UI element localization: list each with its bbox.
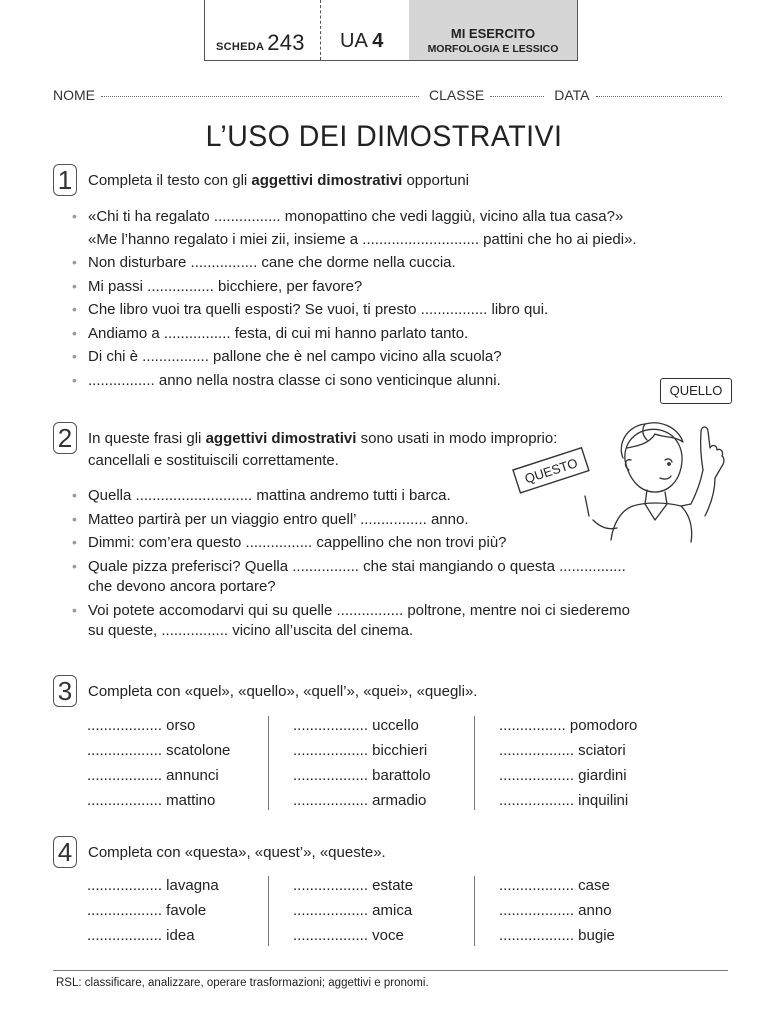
list-item: • Che libro vuoi tra quelli esposti? Se vuoi, ti presto ................ libro qui. (72, 298, 637, 322)
list-item: • ................ anno nella nostra classe ci sono venticinque alunni. (72, 369, 637, 393)
footer-divider (53, 970, 728, 971)
list-item: .................. bugie (499, 927, 615, 944)
exercise-3-col-1 (87, 713, 277, 813)
list-item: .................. amica (293, 902, 413, 919)
page-title: L’USO DEI DIMOSTRATIVI (205, 120, 563, 153)
ua-number: 4 (372, 30, 384, 52)
list-item: • Dimmi: com’era questo ................ cappellino che non trovi più? (72, 531, 630, 555)
list-item: • Matteo partirà per un viaggio entro quell’ ................ anno. (72, 508, 630, 532)
list-item: • «Chi ti ha regalato ................ monopattino che vedi laggiù, vicino alla tua casa?» (72, 205, 637, 229)
list-item: .................. bicchieri (293, 742, 428, 759)
list-item: • Quella ............................ mattina andremo tutti i barca. (72, 484, 630, 508)
scheda-number: 243 (267, 30, 305, 55)
sign-quello: QUELLO (660, 378, 732, 404)
exercise-4-number: 4 (53, 836, 77, 868)
list-item: .................. mattino (87, 792, 216, 809)
list-item: ................ pomodoro (499, 717, 638, 734)
classe-label: CLASSE (429, 87, 485, 103)
list-item: • Andiamo a ................ festa, di cui mi hanno parlato tanto. (72, 322, 637, 346)
exercise-2-number: 2 (53, 422, 77, 454)
column-divider (268, 876, 269, 946)
list-item: .................. favole (87, 902, 207, 919)
list-item: .................. giardini (499, 767, 627, 784)
exercise-3-col-2 (293, 713, 483, 813)
exercise-1-instruction: Completa il testo con gli aggettivi dimostrativi opportuni (88, 172, 470, 189)
header-divider (320, 0, 321, 60)
exercise-4-col-3 (499, 873, 689, 948)
list-item: .................. lavagna (87, 877, 219, 894)
exercise-3-col-3 (499, 713, 689, 813)
list-item-continuation: che devono ancora portare? (88, 578, 276, 595)
scheda-label: SCHEDA 243 (216, 30, 305, 55)
section-title: MI ESERCITO (450, 26, 536, 41)
boy-illustration (505, 400, 745, 560)
student-info-row (53, 87, 728, 103)
column-divider (474, 716, 475, 810)
exercise-1-number: 1 (53, 164, 77, 196)
exercise-3-instruction: Completa con «quel», «quello», «quell’», «quei», «quegli». (88, 683, 478, 700)
list-item: .................. estate (293, 877, 414, 894)
exercise-3-number: 3 (53, 675, 77, 707)
exercise-2-instruction: In queste frasi gli aggettivi dimostrativi sono usati in modo improprio: cancellali e sostituiscili correttamente. (88, 430, 558, 469)
list-item: «Me l’hanno regalato i miei zii, insieme a ............................ pattini che ho ai piedi». (88, 230, 637, 248)
sign-questo: QUESTO (522, 455, 580, 487)
list-item: .................. case (499, 877, 610, 894)
data-label: DATA (554, 87, 590, 103)
exercise-1-list (72, 205, 637, 392)
list-item: .................. barattolo (293, 767, 431, 784)
list-item: • Quale pizza preferisci? Quella ................ che stai mangiando o questa ................ (72, 555, 630, 579)
list-item: .................. orso (87, 717, 196, 734)
nome-field[interactable] (101, 95, 419, 97)
list-item: .................. idea (87, 927, 195, 944)
list-item: .................. inquilini (499, 792, 629, 809)
exercise-4-instruction: Completa con «questa», «quest’», «queste». (88, 844, 386, 861)
list-item: • Non disturbare ................ cane che dorme nella cuccia. (72, 251, 637, 275)
list-item: .................. annunci (87, 767, 219, 784)
list-item: .................. uccello (293, 717, 419, 734)
list-item: .................. voce (293, 927, 404, 944)
list-item: .................. scatolone (87, 742, 231, 759)
list-item: .................. armadio (293, 792, 427, 809)
exercise-4-col-1 (87, 873, 277, 948)
ua-label: UA 4 (340, 30, 384, 52)
list-item: .................. sciatori (499, 742, 626, 759)
nome-label: NOME (53, 87, 95, 103)
section-subtitle: MORFOLOGIA E LESSICO (427, 43, 559, 55)
exercise-4-col-2 (293, 873, 483, 948)
footer-text: RSL: classificare, analizzare, operare trasformazioni; aggettivi e pronomi. (56, 977, 429, 989)
list-item: • Di chi è ................ pallone che è nel campo vicino alla scuola? (72, 345, 637, 369)
list-item: .................. anno (499, 902, 612, 919)
classe-field[interactable] (490, 95, 544, 97)
list-item: • Voi potete accomodarvi qui su quelle ................ poltrone, mentre noi ci siederemo (72, 599, 630, 623)
column-divider (474, 876, 475, 946)
list-item-continuation: su queste, ................ vicino all’uscita del cinema. (88, 622, 414, 639)
list-item: • Mi passi ................ bicchiere, per favore? (72, 275, 637, 299)
column-divider (268, 716, 269, 810)
data-field[interactable] (596, 95, 722, 97)
